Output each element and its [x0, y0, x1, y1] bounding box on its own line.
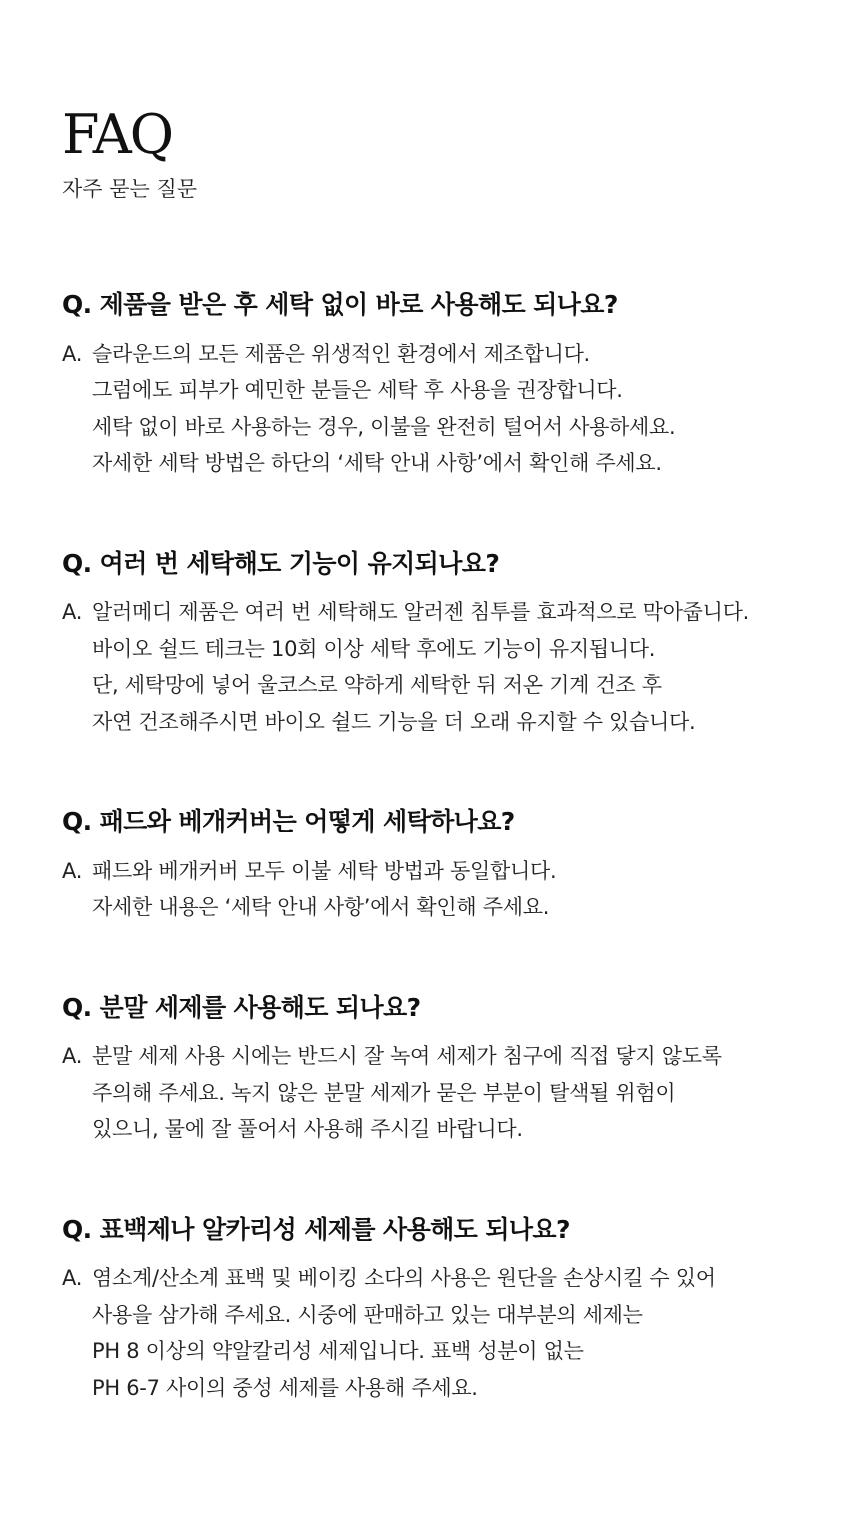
- answer-prefix: A.: [62, 600, 83, 625]
- faq-item: [62, 289, 820, 482]
- answer-line: [62, 1038, 820, 1075]
- answer-prefix: A.: [62, 1266, 83, 1291]
- answer-line: PH 6-7 사이의 중성 세제를 사용해 주세요.: [92, 1375, 478, 1400]
- answer-line: 주의해 주세요. 녹지 않은 분말 세제가 묻은 부분이 탈색될 위험이: [92, 1080, 676, 1105]
- faq-answer: [62, 1038, 820, 1148]
- answer-line: 있으니, 물에 잘 풀어서 사용해 주시길 바랍니다.: [92, 1117, 523, 1142]
- faq-item: [62, 1214, 820, 1407]
- answer-text: 패드와 베개커버 모두 이불 세탁 방법과 동일합니다.: [92, 858, 557, 883]
- answer-prefix: A.: [62, 1044, 83, 1069]
- faq-list: [62, 289, 820, 1406]
- answer-prefix: A.: [62, 858, 83, 883]
- page-subtitle: 자주 묻는 질문: [62, 177, 198, 201]
- answer-text: 알러메디 제품은 여러 번 세탁해도 알러젠 침투를 효과적으로 막아줍니다.: [92, 600, 749, 625]
- faq-header: [62, 0, 820, 203]
- answer-line: 자세한 세탁 방법은 하단의 ‘세탁 안내 사항’에서 확인해 주세요.: [92, 451, 662, 476]
- faq-item: [62, 992, 820, 1148]
- page-title: FAQ: [62, 103, 173, 166]
- answer-text: 슬라운드의 모든 제품은 위생적인 환경에서 제조합니다.: [92, 341, 590, 366]
- answer-line: 자연 건조해주시면 바이오 쉴드 기능을 더 오래 유지할 수 있습니다.: [92, 709, 696, 734]
- answer-text: 염소계/산소계 표백 및 베이킹 소다의 사용은 원단을 손상시킬 수 있어: [92, 1266, 716, 1291]
- answer-line: 그럼에도 피부가 예민한 분들은 세탁 후 사용을 권장합니다.: [92, 378, 623, 403]
- faq-item: [62, 548, 820, 741]
- faq-question: Q. 여러 번 세탁해도 기능이 유지되나요?: [62, 548, 500, 578]
- answer-line: 단, 세탁망에 넣어 울코스로 약하게 세탁한 뒤 저온 기계 건조 후: [92, 673, 662, 698]
- answer-line: 바이오 쉴드 테크는 10회 이상 세탁 후에도 기능이 유지됩니다.: [92, 636, 656, 661]
- answer-line: [62, 594, 820, 631]
- answer-line: PH 8 이상의 약알칼리성 세제입니다. 표백 성분이 없는: [92, 1339, 584, 1364]
- faq-answer: [62, 1260, 820, 1406]
- faq-answer: [62, 853, 820, 926]
- faq-question: Q. 패드와 베개커버는 어떻게 세탁하나요?: [62, 807, 515, 837]
- answer-prefix: A.: [62, 341, 83, 366]
- answer-line: [62, 1260, 820, 1297]
- answer-line: 세탁 없이 바로 사용하는 경우, 이불을 완전히 털어서 사용하세요.: [92, 414, 676, 439]
- faq-question: Q. 제품을 받은 후 세탁 없이 바로 사용해도 되나요?: [62, 290, 618, 320]
- faq-answer: [62, 594, 820, 740]
- answer-line: [62, 336, 820, 373]
- answer-line: [62, 853, 820, 890]
- answer-text: 분말 세제 사용 시에는 반드시 잘 녹여 세제가 침구에 직접 닿지 않도록: [92, 1044, 722, 1069]
- answer-line: 자세한 내용은 ‘세탁 안내 사항’에서 확인해 주세요.: [92, 895, 550, 920]
- answer-line: 사용을 삼가해 주세요. 시중에 판매하고 있는 대부분의 세제는: [92, 1302, 643, 1327]
- faq-question: Q. 표백제나 알카리성 세제를 사용해도 되나요?: [62, 1214, 570, 1244]
- faq-item: [62, 806, 820, 926]
- faq-question: Q. 분말 세제를 사용해도 되나요?: [62, 992, 421, 1022]
- faq-answer: [62, 336, 820, 482]
